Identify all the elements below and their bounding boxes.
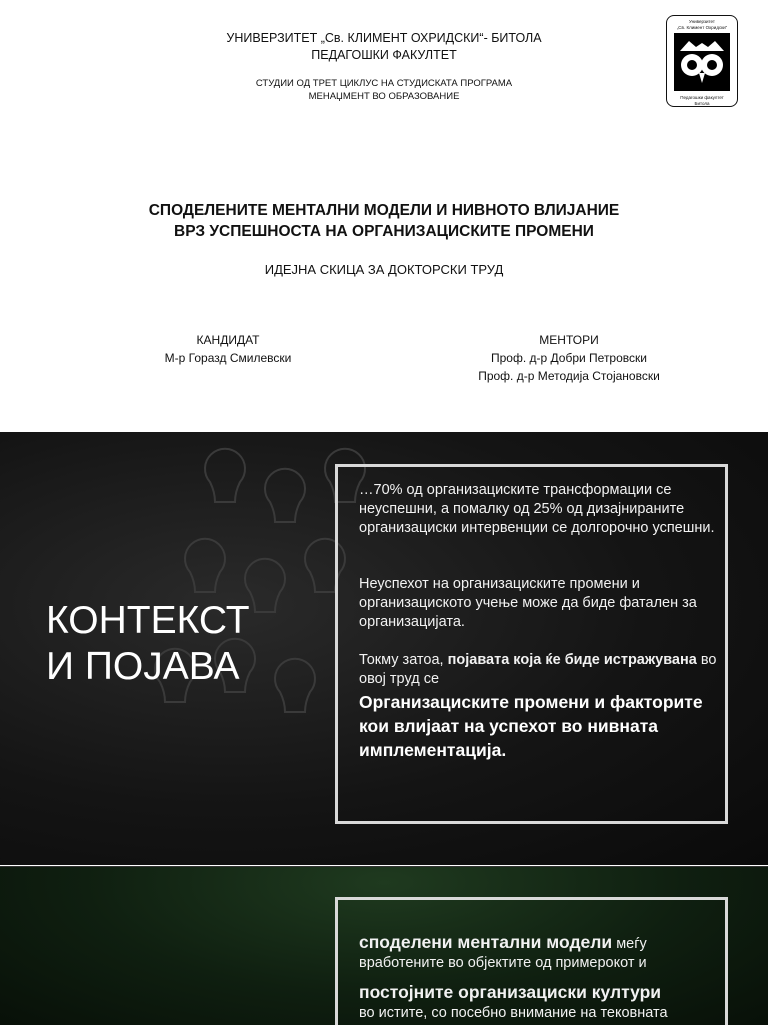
line-cultures: постојните организациски култури xyxy=(359,982,662,1002)
owl-emblem-icon xyxy=(674,33,730,91)
thesis-title-line-2: ВРЗ УСПЕШНОСТА НА ОРГАНИЗАЦИСКИТЕ ПРОМЕНИ xyxy=(174,223,594,240)
program-line-2: МЕНАЏМЕНТ ВО ОБРАЗОВАНИЕ xyxy=(308,91,460,102)
mentor-1: Проф. д-р Добри Петровски xyxy=(491,351,647,365)
candidate-block xyxy=(140,331,316,367)
next-slide xyxy=(0,866,768,1025)
logo-text-top-2: „Св. Климент Охридски“ xyxy=(676,25,728,30)
program-line-1: СТУДИИ ОД ТРЕТ ЦИКЛУС НА СТУДИСКАТА ПРОГРАМА xyxy=(255,78,513,89)
mentors-label: МЕНТОРИ xyxy=(539,333,599,347)
shared-models-bold: споделени ментални модели xyxy=(359,932,613,952)
logo-text-bottom-1: Педагошки факултет xyxy=(680,95,724,100)
shared-models-rest: меѓу xyxy=(612,936,647,952)
line-shared-models xyxy=(359,931,721,955)
university-header xyxy=(0,30,768,64)
paragraph-phenomenon-bold: појавата која ќе биде истражувана xyxy=(447,652,697,668)
paragraph-phenomenon-start: Токму затоа, xyxy=(359,652,448,668)
research-phenomenon: Организациските промени и факторите кои влијаат на успехот во нивната имплементација. xyxy=(359,692,703,760)
university-name: УНИВЕРЗИТЕТ „Св. КЛИМЕНТ ОХРИДСКИ“- БИТОЛА xyxy=(226,31,542,45)
section-title-line-1: КОНТЕКСТ xyxy=(46,599,250,642)
paragraph-statistics: …70% од организациските трансформации се неуспешни, а помалку од 25% од дизајнираните организациски интервенции се долгорочно успешни. xyxy=(359,482,715,536)
mentors-block xyxy=(440,331,698,385)
faculty-name: ПЕДАГОШКИ ФАКУЛТЕТ xyxy=(311,48,457,62)
section-title-line-2: И ПОЈАВА xyxy=(46,645,240,688)
mentor-2: Проф. д-р Методија Стојановски xyxy=(478,369,660,383)
thesis-subtitle: ИДЕЈНА СКИЦА ЗА ДОКТОРСКИ ТРУД xyxy=(264,262,504,277)
section-title xyxy=(46,598,250,690)
thesis-title-line-1: СПОДЕЛЕНИТЕ МЕНТАЛНИ МОДЕЛИ И НИВНОТО ВЛИЈАНИЕ xyxy=(148,202,620,219)
program-info xyxy=(0,77,768,103)
logo-text-top-1: Универзитет xyxy=(689,19,715,24)
university-logo xyxy=(666,15,738,107)
line-attention: во истите, со посебно внимание на тековната xyxy=(359,1005,668,1021)
paragraph-phenomenon xyxy=(359,651,721,689)
paragraph-phenomenon-end: во овој труд се xyxy=(359,652,717,687)
context-slide xyxy=(0,432,768,865)
logo-text-bottom-2: Битола xyxy=(694,101,710,106)
line-employees: вработените во објектите од примерокот и xyxy=(359,955,647,971)
candidate-label: КАНДИДАТ xyxy=(196,333,260,347)
thesis-title xyxy=(0,200,768,242)
title-slide xyxy=(0,0,768,432)
candidate-name: М-р Горазд Смилевски xyxy=(164,351,292,365)
paragraph-failure: Неуспехот на организациските промени и организациското учење може да биде фатален за организацијата. xyxy=(359,576,697,630)
